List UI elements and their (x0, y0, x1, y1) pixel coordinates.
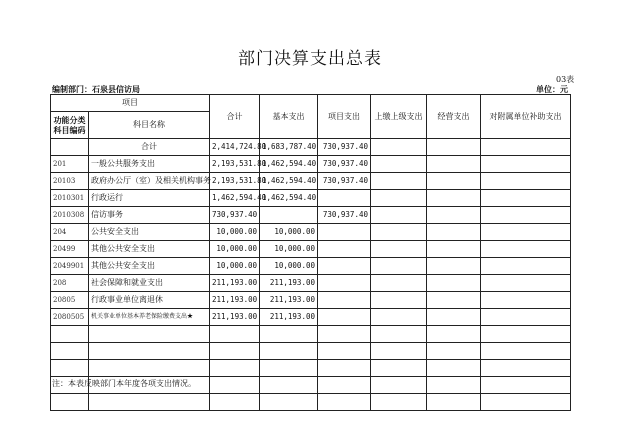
blank-row (51, 343, 571, 360)
cell-basic: 10,000.00 (260, 224, 318, 241)
cell-code: 20103 (51, 173, 89, 190)
blank-cell (427, 360, 481, 377)
blank-cell (481, 326, 571, 343)
cell-total: 730,937.40 (210, 207, 260, 224)
cell-subsidy (481, 190, 571, 207)
cell-code: 20805 (51, 292, 89, 309)
blank-row (51, 394, 571, 411)
cell-total: 211,193.00 (210, 275, 260, 292)
cell-total: 211,193.00 (210, 309, 260, 326)
department-label: 编制部门：石泉县信访局 (52, 84, 140, 94)
cell-basic: 211,193.00 (260, 275, 318, 292)
blank-row (51, 360, 571, 377)
cell-basic: 211,193.00 (260, 309, 318, 326)
cell-name: 信访事务 (89, 207, 210, 224)
blank-cell (260, 377, 318, 394)
header-project: 项目支出 (318, 95, 371, 139)
cell-business (427, 156, 481, 173)
cell-project (318, 309, 371, 326)
blank-cell (371, 326, 427, 343)
cell-basic: 1,683,787.40 (260, 139, 318, 156)
cell-total: 1,462,594.40 (210, 190, 260, 207)
cell-name: 公共安全支出 (89, 224, 210, 241)
header-business: 经营支出 (427, 95, 481, 139)
blank-cell (51, 343, 89, 360)
cell-project (318, 258, 371, 275)
header-upper: 上缴上级支出 (371, 95, 427, 139)
header-subsidy: 对附属单位补助支出 (481, 95, 571, 139)
cell-basic: 1,462,594.40 (260, 190, 318, 207)
cell-subsidy (481, 173, 571, 190)
cell-project: 730,937.40 (318, 173, 371, 190)
blank-cell (427, 394, 481, 411)
cell-subsidy (481, 224, 571, 241)
blank-cell (51, 326, 89, 343)
blank-cell (210, 343, 260, 360)
cell-total: 2,414,724.80 (210, 139, 260, 156)
cell-code: 2080505 (51, 309, 89, 326)
blank-cell (210, 326, 260, 343)
blank-cell (89, 394, 210, 411)
blank-cell (371, 360, 427, 377)
cell-subsidy (481, 207, 571, 224)
blank-cell (481, 360, 571, 377)
cell-business (427, 275, 481, 292)
cell-name: 行政事业单位离退休 (89, 292, 210, 309)
table-row (51, 275, 571, 292)
cell-upper (371, 190, 427, 207)
table-row (51, 224, 571, 241)
table-row (51, 190, 571, 207)
blank-cell (210, 377, 260, 394)
cell-business (427, 173, 481, 190)
table-row (51, 156, 571, 173)
blank-cell (260, 343, 318, 360)
cell-subsidy (481, 292, 571, 309)
cell-business (427, 224, 481, 241)
cell-total: 211,193.00 (210, 292, 260, 309)
header-code: 功能分类科目编码 (51, 112, 89, 139)
blank-cell (260, 394, 318, 411)
cell-name: 其他公共安全支出 (89, 241, 210, 258)
blank-cell (371, 394, 427, 411)
table-row (51, 173, 571, 190)
cell-subsidy (481, 275, 571, 292)
cell-subsidy (481, 156, 571, 173)
expenditure-table (50, 94, 571, 411)
cell-name: 行政运行 (89, 190, 210, 207)
header-name: 科目名称 (89, 112, 210, 139)
cell-business (427, 139, 481, 156)
cell-code: 20499 (51, 241, 89, 258)
blank-cell (318, 377, 371, 394)
page-title: 部门决算支出总表 (238, 49, 382, 69)
unit-label: 单位：元 (536, 84, 568, 94)
blank-cell (318, 394, 371, 411)
blank-cell (51, 394, 89, 411)
cell-code: 201 (51, 156, 89, 173)
cell-upper (371, 156, 427, 173)
cell-business (427, 241, 481, 258)
blank-cell (89, 360, 210, 377)
blank-cell (371, 377, 427, 394)
cell-project (318, 190, 371, 207)
cell-code: 204 (51, 224, 89, 241)
cell-project: 730,937.40 (318, 156, 371, 173)
table-row (51, 292, 571, 309)
cell-basic: 10,000.00 (260, 258, 318, 275)
cell-code: 2049901 (51, 258, 89, 275)
cell-subsidy (481, 258, 571, 275)
blank-cell (51, 360, 89, 377)
table-row (51, 139, 571, 156)
meta-row (52, 84, 568, 94)
blank-cell (260, 326, 318, 343)
cell-subsidy (481, 241, 571, 258)
cell-name: 其他公共安全支出 (89, 258, 210, 275)
cell-subsidy (481, 139, 571, 156)
cell-basic (260, 207, 318, 224)
cell-code: 208 (51, 275, 89, 292)
cell-upper (371, 258, 427, 275)
cell-name: 一般公共服务支出 (89, 156, 210, 173)
cell-project: 730,937.40 (318, 207, 371, 224)
blank-cell (89, 343, 210, 360)
cell-upper (371, 241, 427, 258)
cell-project (318, 224, 371, 241)
cell-upper (371, 292, 427, 309)
cell-project (318, 241, 371, 258)
blank-cell (318, 360, 371, 377)
cell-code: 2010308 (51, 207, 89, 224)
cell-name: 社会保障和就业支出 (89, 275, 210, 292)
table-row (51, 258, 571, 275)
cell-name: 合计 (89, 139, 210, 156)
cell-project (318, 275, 371, 292)
cell-business (427, 309, 481, 326)
blank-cell (260, 360, 318, 377)
blank-cell (427, 326, 481, 343)
blank-cell (318, 326, 371, 343)
footnote: 注：本表反映部门本年度各项支出情况。 (52, 379, 196, 388)
cell-upper (371, 275, 427, 292)
blank-cell (371, 343, 427, 360)
cell-project: 730,937.40 (318, 139, 371, 156)
cell-name: 机关事业单位基本养老保险缴费支出★ (89, 309, 210, 326)
cell-upper (371, 309, 427, 326)
blank-cell (427, 343, 481, 360)
cell-code (51, 139, 89, 156)
blank-cell (481, 377, 571, 394)
cell-basic: 1,462,594.40 (260, 173, 318, 190)
blank-cell (481, 343, 571, 360)
header-total: 合计 (210, 95, 260, 139)
blank-cell (89, 326, 210, 343)
header-item: 项目 (51, 95, 210, 112)
blank-row (51, 326, 571, 343)
cell-basic: 10,000.00 (260, 241, 318, 258)
cell-total: 10,000.00 (210, 241, 260, 258)
cell-subsidy (481, 309, 571, 326)
table-row (51, 309, 571, 326)
cell-upper (371, 207, 427, 224)
cell-upper (371, 173, 427, 190)
cell-business (427, 292, 481, 309)
blank-cell (427, 377, 481, 394)
cell-business (427, 190, 481, 207)
cell-basic: 1,462,594.40 (260, 156, 318, 173)
blank-cell (481, 394, 571, 411)
cell-business (427, 207, 481, 224)
cell-project (318, 292, 371, 309)
cell-upper (371, 224, 427, 241)
blank-cell (318, 343, 371, 360)
cell-basic: 211,193.00 (260, 292, 318, 309)
cell-name: 政府办公厅（室）及相关机构事务 (89, 173, 210, 190)
cell-upper (371, 139, 427, 156)
header-basic: 基本支出 (260, 95, 318, 139)
cell-total: 10,000.00 (210, 258, 260, 275)
cell-business (427, 258, 481, 275)
blank-cell (210, 360, 260, 377)
cell-total: 10,000.00 (210, 224, 260, 241)
form-number: 03表 (556, 75, 575, 84)
cell-code: 2010301 (51, 190, 89, 207)
cell-total: 2,193,531.80 (210, 173, 260, 190)
cell-total: 2,193,531.80 (210, 156, 260, 173)
table-row (51, 207, 571, 224)
table-row (51, 241, 571, 258)
blank-cell (210, 394, 260, 411)
